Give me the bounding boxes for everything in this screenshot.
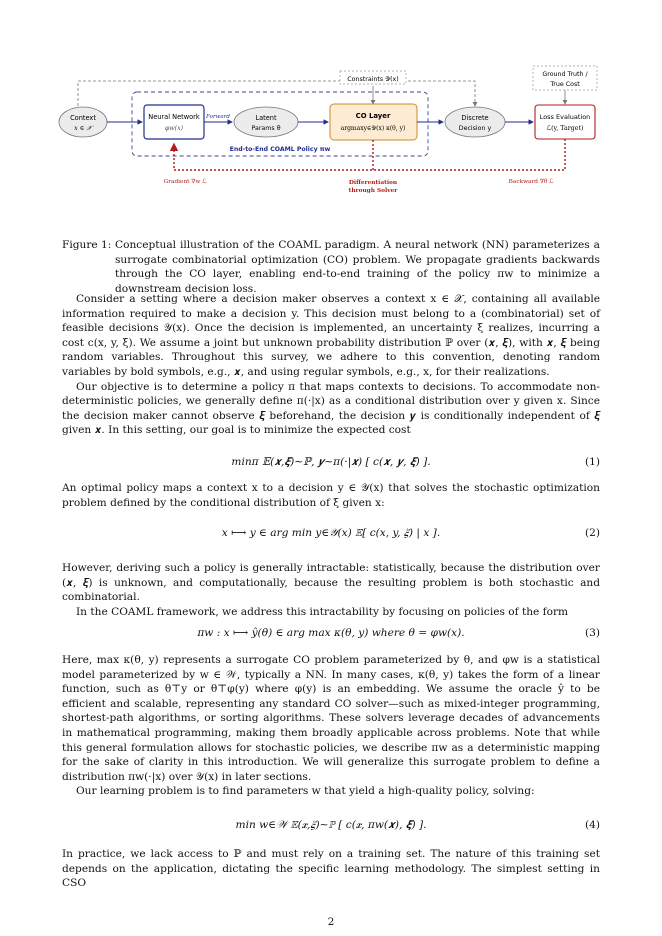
caption-text: Conceptual illustration of the COAML paradigm. A neural network (NN) parameterizes a surrogate combinatorial optimization (CO) problem. We propagate gradients backwards through the CO layer, enabling end-to-end training of the policy πw to minimize a downstream decision loss. bbox=[115, 239, 600, 295]
decision-node bbox=[445, 107, 505, 137]
co-layer-node bbox=[330, 104, 417, 140]
backward-gradient-path bbox=[174, 139, 565, 170]
equation-3 bbox=[62, 624, 600, 646]
gradient-label: Gradient ∇w ℒ bbox=[163, 179, 207, 185]
equation-4-number: (4) bbox=[584, 819, 600, 831]
equation-3-math: πw : x ⟼ ŷ(θ) ∈ arg max κ(θ, y) where θ = φw(x). bbox=[197, 627, 465, 639]
context-to-decision-dashed-route bbox=[78, 81, 475, 106]
equation-1 bbox=[62, 453, 600, 475]
body-block-4 bbox=[62, 653, 600, 799]
context-sub: x ∈ 𝒳 bbox=[74, 125, 92, 132]
equation-4 bbox=[62, 816, 600, 838]
neural-network-node bbox=[144, 105, 204, 139]
paragraph-4: However, deriving such a policy is generally intractable: statistically, because the distribution over (𝒙, 𝝃) is unknown, and computationally, because the resulting problem is both stochastic and combinatorial. bbox=[62, 562, 600, 604]
body-block-1 bbox=[62, 292, 600, 438]
equation-2-math: x ⟼ y ∈ arg min y∈𝒴(x) 𝔼[ c(x, y, 𝝃) | x ]. bbox=[221, 527, 441, 539]
loss-title: Loss Evaluation bbox=[539, 113, 591, 121]
paragraph-2: Our objective is to determine a policy π that maps contexts to decisions. To accommodate non-deterministic policies, we generally define π(·|x) as a conditional distribution over y given x. Since the decision maker cannot observe 𝝃 beforehand, the decision 𝒚 is conditionally independent of 𝝃 given 𝒙. In this setting, our goal is to minimize the expected cost bbox=[62, 380, 600, 437]
constraints-label: Constraints 𝒴(x) bbox=[347, 76, 399, 83]
paragraph-7: Our learning problem is to find parameters w that yield a high-quality policy, solving: bbox=[76, 785, 535, 798]
paragraph-8: In practice, we lack access to ℙ and must rely on a training set. The nature of this training set depends on the application, dictating the specific learning methodology. The simplest setting in CSO bbox=[62, 848, 600, 890]
nn-title: Neural Network bbox=[148, 113, 200, 121]
body-block-2 bbox=[62, 481, 600, 510]
ground-truth-label-line2: True Cost bbox=[550, 81, 580, 88]
latent-sub: Params θ bbox=[251, 125, 281, 132]
latent-node bbox=[234, 107, 298, 137]
differentiation-label-line1: Differentiation bbox=[348, 180, 398, 186]
policy-label: End-to-End COAML Policy πw bbox=[229, 146, 331, 153]
co-title: CO Layer bbox=[355, 112, 391, 120]
paragraph-3: An optimal policy maps a context x to a decision y ∈ 𝒴(x) that solves the stochastic optimization problem defined by the conditional distribution of ξ given x: bbox=[62, 482, 600, 509]
equation-2-number: (2) bbox=[584, 527, 600, 539]
context-title: Context bbox=[70, 114, 96, 122]
nn-sub: φw(x) bbox=[164, 125, 184, 132]
page-number: 2 bbox=[327, 916, 335, 928]
equation-1-math: min𝜋 𝔼(𝒙,𝝃)∼ℙ, 𝒚∼π(·|𝒙) [ c(𝒙, 𝒚, 𝝃) ]. bbox=[231, 456, 431, 468]
backward-label: Backward ∇θ ℒ bbox=[508, 179, 554, 185]
loss-node bbox=[535, 105, 595, 139]
equation-4-math: min w∈𝒲 𝔼(𝒙,𝝃)∼ℙ [ c(𝒙, πw(𝒙), 𝝃) ]. bbox=[235, 819, 427, 831]
equation-2 bbox=[62, 524, 600, 546]
body-block-5 bbox=[62, 847, 600, 891]
equation-1-number: (1) bbox=[584, 456, 600, 468]
body-block-3 bbox=[62, 561, 600, 619]
decision-sub: Decision y bbox=[458, 125, 492, 132]
latent-title: Latent bbox=[255, 114, 277, 122]
ground-truth-label-line1: Ground Truth / bbox=[542, 71, 588, 78]
equation-3-number: (3) bbox=[584, 627, 600, 639]
forward-label: Forward bbox=[206, 114, 230, 120]
figure-caption bbox=[62, 238, 600, 296]
paragraph-6: Here, max κ(θ, y) represents a surrogate CO problem parameterized by θ, and φw is a statistical model parameterized by w ∈ 𝒲, typically a NN. In many cases, κ(θ, y) takes the form of a linear function, such as θ⊤y or θ⊤φ(y) where φ(y) is an embedding. We assume the oracle ŷ to be efficient and scalable, representing any standard CO solver—such as mixed-integer programming, shortest-path algorithms, or sorting algorithms. These solvers leverage decades of advancements in mathematical programming, making them broadly applicable across problems. Note that while this general formulation allows for stochastic policies, we describe πw as a deterministic mapping for the sake of clarity in this introduction. We will generalize this surrogate problem to define a distribution πw(·|x) over 𝒴(x) in later sections. bbox=[62, 654, 600, 783]
co-sub: argmaxy∈𝒴(x) κ(θ, y) bbox=[340, 125, 406, 132]
paragraph-5: In the COAML framework, we address this intractability by focusing on policies of the form bbox=[76, 605, 569, 618]
decision-title: Discrete bbox=[461, 114, 489, 122]
context-node bbox=[59, 107, 107, 137]
loss-sub: ℒ(y, Target) bbox=[546, 125, 584, 132]
paragraph-1: Consider a setting where a decision maker observes a context x ∈ 𝒳, containing all available information required to make a decision y. This decision must belong to a (combinatorial) set of feasible decisions 𝒴(x). Once the decision is implemented, an uncertainty ξ realizes, incurring a cost c(x, y, ξ). We assume a joint but unknown probability distribution ℙ over (𝒙, 𝝃), with 𝒙, 𝝃 being random variables. Throughout this survey, we adhere to this convention, denoting random variables by bold symbols, e.g., 𝒙, and using regular symbols, e.g., x, for their realizations. bbox=[62, 293, 600, 378]
caption-label: Figure 1: bbox=[62, 239, 112, 251]
differentiation-label-line2: through Solver bbox=[348, 188, 398, 194]
coaml-figure bbox=[55, 60, 615, 225]
